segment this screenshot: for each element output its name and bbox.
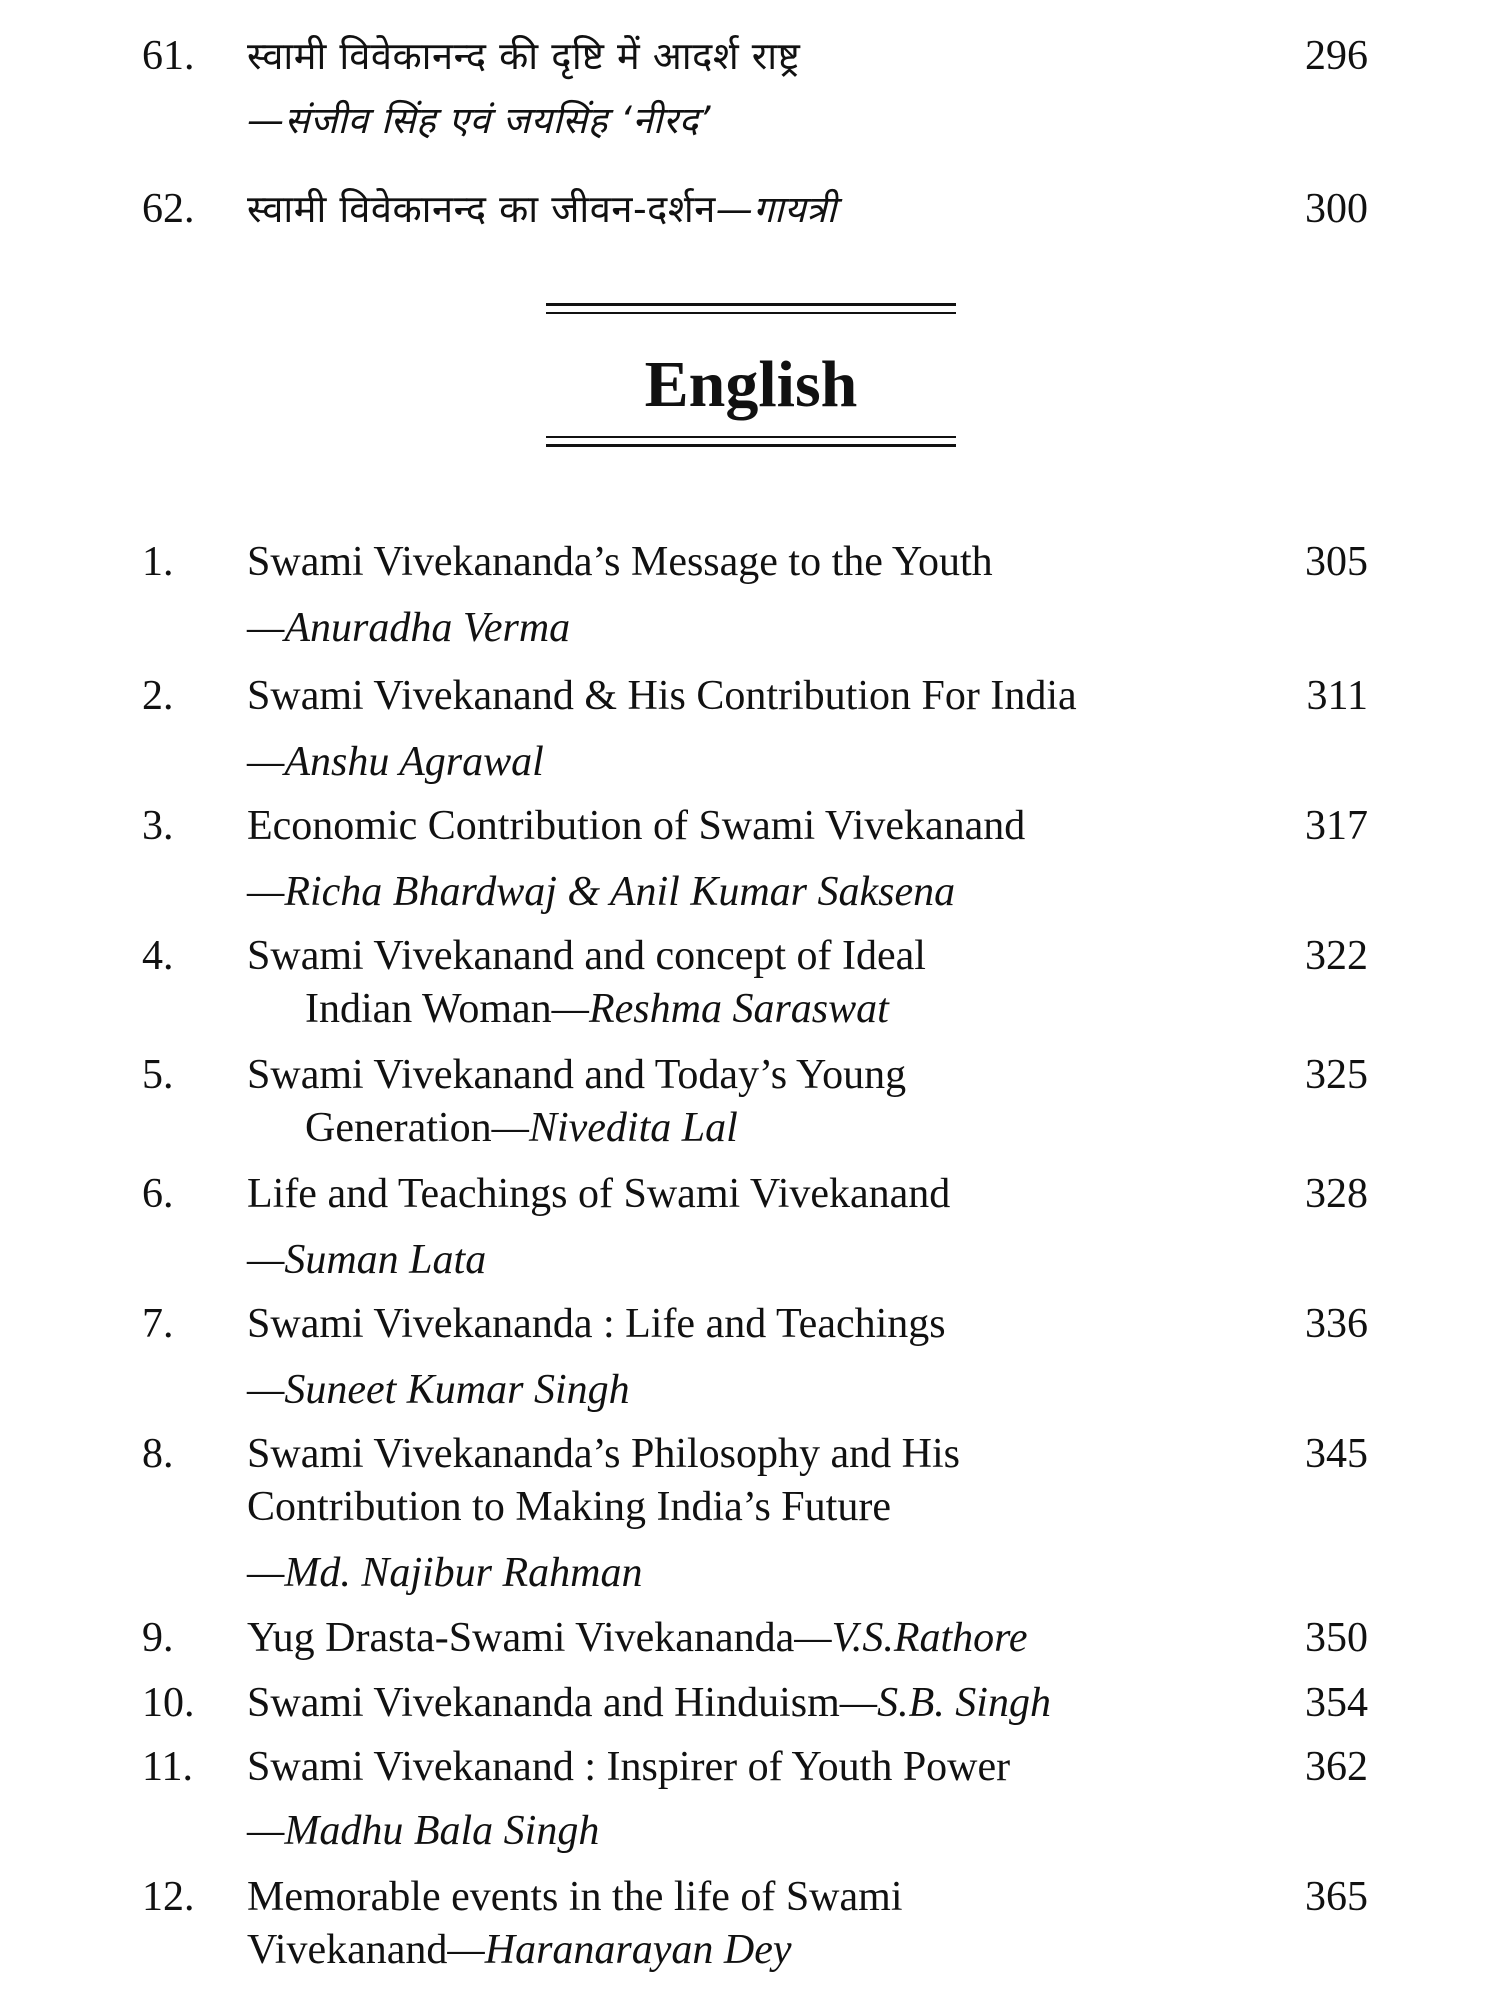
divider	[546, 444, 956, 447]
entry-page-number: 305	[1305, 539, 1368, 585]
entry-title: Swami Vivekananda’s Philosophy and His	[247, 1431, 960, 1477]
entry-number: 6.	[142, 1171, 174, 1217]
entry-title: Memorable events in the life of Swami	[247, 1874, 903, 1920]
entry-title: Yug Drasta-Swami Vivekananda	[247, 1615, 795, 1661]
entry-page-number: 311	[1306, 673, 1368, 719]
entry-author: —S.B. Singh	[839, 1680, 1051, 1726]
entry-author: —Madhu Bala Singh	[247, 1808, 600, 1854]
entry-number: 4.	[142, 933, 174, 979]
entry-number: 11.	[142, 1744, 193, 1790]
entry-page-number: 336	[1305, 1301, 1368, 1347]
entry-number: 3.	[142, 803, 174, 849]
entry-author: —Suneet Kumar Singh	[247, 1367, 630, 1413]
entry-page-number: 322	[1305, 933, 1368, 979]
entry-title: Swami Vivekanand & His Contribution For India	[247, 673, 1077, 719]
entry-author: —Nivedita Lal	[491, 1105, 738, 1151]
entry-number: 8.	[142, 1431, 174, 1477]
entry-author: —Md. Najibur Rahman	[247, 1550, 643, 1596]
entry-page-number: 300	[1305, 186, 1368, 232]
entry-title-cont: Contribution to Making India’s Future	[247, 1484, 891, 1530]
entry-page-number: 345	[1305, 1431, 1368, 1477]
entry-number: 9.	[142, 1615, 174, 1661]
entry-title-cont: Generation	[305, 1105, 492, 1151]
entry-title: Swami Vivekananda and Hinduism	[247, 1680, 840, 1726]
divider	[546, 312, 956, 314]
entry-title-line	[247, 1612, 1028, 1664]
entry-title: Swami Vivekanand and Today’s Young	[247, 1052, 907, 1098]
entry-number: 7.	[142, 1301, 174, 1347]
entry-title: स्वामी विवेकानन्द की दृष्टि में आदर्श राष्ट्र	[247, 34, 801, 78]
entry-number: 61.	[142, 33, 195, 79]
divider	[546, 303, 956, 306]
entry-title-cont: Vivekanand	[247, 1927, 448, 1973]
entry-title-continuation	[247, 983, 889, 1035]
entry-page-number: 317	[1305, 803, 1368, 849]
entry-title-continuation	[247, 1102, 738, 1154]
entry-page-number: 325	[1305, 1052, 1368, 1098]
entry-title-continuation	[247, 1924, 792, 1976]
entry-number: 12.	[142, 1874, 195, 1920]
entry-title-cont: Indian Woman	[305, 986, 552, 1032]
entry-page-number: 296	[1305, 33, 1368, 79]
entry-title-line	[247, 1677, 1051, 1729]
entry-page-number: 365	[1305, 1874, 1368, 1920]
entry-author: —Richa Bhardwaj & Anil Kumar Saksena	[247, 869, 956, 915]
entry-title: स्वामी विवेकानन्द का जीवन-दर्शन	[247, 187, 716, 231]
entry-title: Economic Contribution of Swami Vivekanand	[247, 803, 1026, 849]
entry-author: —Reshma Saraswat	[551, 986, 889, 1032]
entry-number: 62.	[142, 186, 195, 232]
entry-number: 2.	[142, 673, 174, 719]
entry-author: —गायत्री	[715, 188, 837, 231]
entry-number: 10.	[142, 1680, 195, 1726]
divider	[546, 436, 956, 438]
entry-page-number: 328	[1305, 1171, 1368, 1217]
entry-page-number: 354	[1305, 1680, 1368, 1726]
entry-title: Swami Vivekanand : Inspirer of Youth Power	[247, 1744, 1011, 1790]
entry-author: —Anuradha Verma	[247, 605, 571, 651]
entry-title: Life and Teachings of Swami Vivekanand	[247, 1171, 951, 1217]
entry-author: —Anshu Agrawal	[247, 739, 544, 785]
entry-page-number: 362	[1305, 1744, 1368, 1790]
entry-number: 1.	[142, 539, 174, 585]
entry-number: 5.	[142, 1052, 174, 1098]
entry-title-line	[247, 183, 837, 236]
entry-title: Swami Vivekanand and concept of Ideal	[247, 933, 926, 979]
entry-author: —V.S.Rathore	[794, 1615, 1028, 1661]
entry-author: —Haranarayan Dey	[447, 1927, 792, 1973]
entry-author: —Suman Lata	[247, 1237, 487, 1283]
entry-title: Swami Vivekananda’s Message to the Youth	[247, 539, 993, 585]
section-heading: English	[644, 348, 858, 421]
entry-page-number: 350	[1305, 1615, 1368, 1661]
entry-author: —संजीव सिंह एवं जयसिंह ‘नीरद’	[247, 99, 712, 142]
entry-title: Swami Vivekananda : Life and Teachings	[247, 1301, 946, 1347]
